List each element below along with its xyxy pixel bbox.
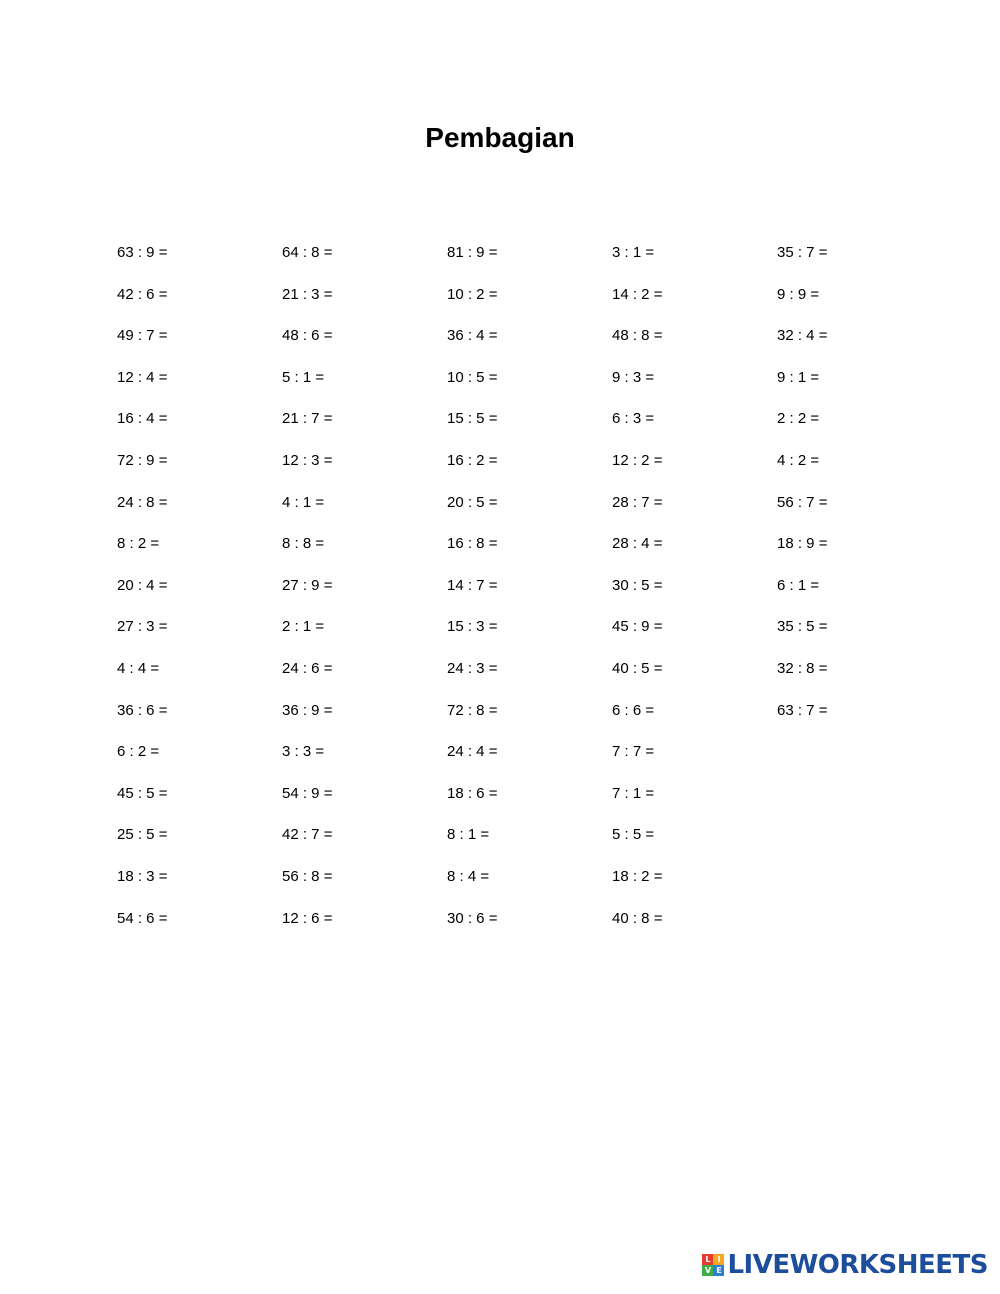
division-problem: 12 : 6 = [282, 909, 333, 927]
division-problem: 42 : 7 = [282, 826, 333, 844]
division-problem: 4 : 2 = [777, 452, 820, 469]
division-problem: 16 : 4 = [117, 410, 168, 428]
division-problem: 8 : 4 = [447, 868, 490, 885]
division-problem: 14 : 7 = [447, 576, 498, 594]
division-problem: 5 : 1 = [282, 368, 325, 386]
division-problem: 35 : 7 = [777, 244, 828, 261]
division-problem: 12 : 4 = [117, 368, 168, 386]
division-problem: 8 : 2 = [117, 535, 160, 553]
logo-mark-icon [702, 1254, 724, 1276]
division-problem: 36 : 6 = [117, 701, 168, 719]
division-problem: 18 : 6 = [447, 784, 498, 802]
division-problem: 8 : 8 = [282, 535, 325, 553]
division-problem: 20 : 4 = [117, 576, 168, 594]
liveworksheets-logo [702, 1250, 988, 1280]
division-problem: 24 : 4 = [447, 743, 498, 761]
division-problem: 27 : 9 = [282, 576, 333, 594]
division-problem: 15 : 3 = [447, 618, 498, 636]
division-problem: 16 : 8 = [447, 535, 498, 553]
division-problem: 54 : 6 = [117, 909, 168, 927]
division-problem: 21 : 7 = [282, 410, 333, 428]
division-problem: 24 : 6 = [282, 660, 333, 677]
division-problem: 10 : 5 = [447, 368, 498, 386]
division-problem: 18 : 3 = [117, 868, 168, 885]
division-problem: 45 : 5 = [117, 784, 168, 802]
division-problem: 6 : 1 = [777, 576, 820, 594]
logo-mark-letter: L [702, 1254, 713, 1265]
division-problem: 32 : 8 = [777, 660, 828, 677]
division-problem: 54 : 9 = [282, 784, 333, 802]
division-problem: 30 : 5 = [612, 576, 663, 594]
division-problem: 56 : 7 = [777, 493, 828, 511]
division-problem: 48 : 8 = [612, 327, 663, 345]
logo-mark-letter: E [713, 1265, 724, 1276]
division-problem: 21 : 3 = [282, 285, 333, 303]
division-problem: 48 : 6 = [282, 327, 333, 345]
division-problem: 4 : 4 = [117, 660, 160, 677]
division-problem: 64 : 8 = [282, 244, 333, 261]
division-problem: 40 : 5 = [612, 660, 663, 677]
division-problem: 3 : 3 = [282, 743, 325, 761]
division-problem: 10 : 2 = [447, 285, 498, 303]
division-problem: 6 : 2 = [117, 743, 160, 761]
division-problem: 16 : 2 = [447, 452, 498, 469]
logo-mark-letter: I [713, 1254, 724, 1265]
division-problem: 14 : 2 = [612, 285, 663, 303]
division-problem: 6 : 3 = [612, 410, 655, 428]
division-problem: 63 : 7 = [777, 701, 828, 719]
division-problem: 49 : 7 = [117, 327, 168, 345]
division-problem: 12 : 2 = [612, 452, 663, 469]
division-problem: 25 : 5 = [117, 826, 168, 844]
division-problem: 9 : 1 = [777, 368, 820, 386]
division-problem: 18 : 9 = [777, 535, 828, 553]
division-problem: 28 : 4 = [612, 535, 663, 553]
division-problem: 7 : 7 = [612, 743, 655, 761]
division-problem: 18 : 2 = [612, 868, 663, 885]
division-problem: 42 : 6 = [117, 285, 168, 303]
logo-text: LIVEWORKSHEETS [727, 1250, 988, 1280]
division-problem: 12 : 3 = [282, 452, 333, 469]
division-problem: 56 : 8 = [282, 868, 333, 885]
division-problem: 81 : 9 = [447, 244, 498, 261]
logo-mark-letter: V [702, 1265, 713, 1276]
division-problem: 24 : 8 = [117, 493, 168, 511]
page-title: Pembagian [425, 122, 575, 153]
division-problem: 45 : 9 = [612, 618, 663, 636]
division-problem: 15 : 5 = [447, 410, 498, 428]
division-problem: 36 : 4 = [447, 327, 498, 345]
division-problem: 28 : 7 = [612, 493, 663, 511]
division-problem: 2 : 2 = [777, 410, 820, 428]
division-problem: 9 : 9 = [777, 285, 820, 303]
division-problem: 4 : 1 = [282, 493, 325, 511]
division-problem: 27 : 3 = [117, 618, 168, 636]
division-problem: 32 : 4 = [777, 327, 828, 345]
division-problem: 5 : 5 = [612, 826, 655, 844]
division-problem: 72 : 9 = [117, 452, 168, 469]
division-problem: 3 : 1 = [612, 244, 655, 261]
division-problem: 72 : 8 = [447, 701, 498, 719]
division-problem: 36 : 9 = [282, 701, 333, 719]
division-problem: 35 : 5 = [777, 618, 828, 636]
division-problem: 8 : 1 = [447, 826, 490, 844]
division-problem: 20 : 5 = [447, 493, 498, 511]
division-problem: 24 : 3 = [447, 660, 498, 677]
division-problem: 63 : 9 = [117, 244, 168, 261]
division-problem: 2 : 1 = [282, 618, 325, 636]
division-problem: 9 : 3 = [612, 368, 655, 386]
division-problem: 40 : 8 = [612, 909, 663, 927]
division-problem: 7 : 1 = [612, 784, 655, 802]
division-problem: 6 : 6 = [612, 701, 655, 719]
division-problem: 30 : 6 = [447, 909, 498, 927]
